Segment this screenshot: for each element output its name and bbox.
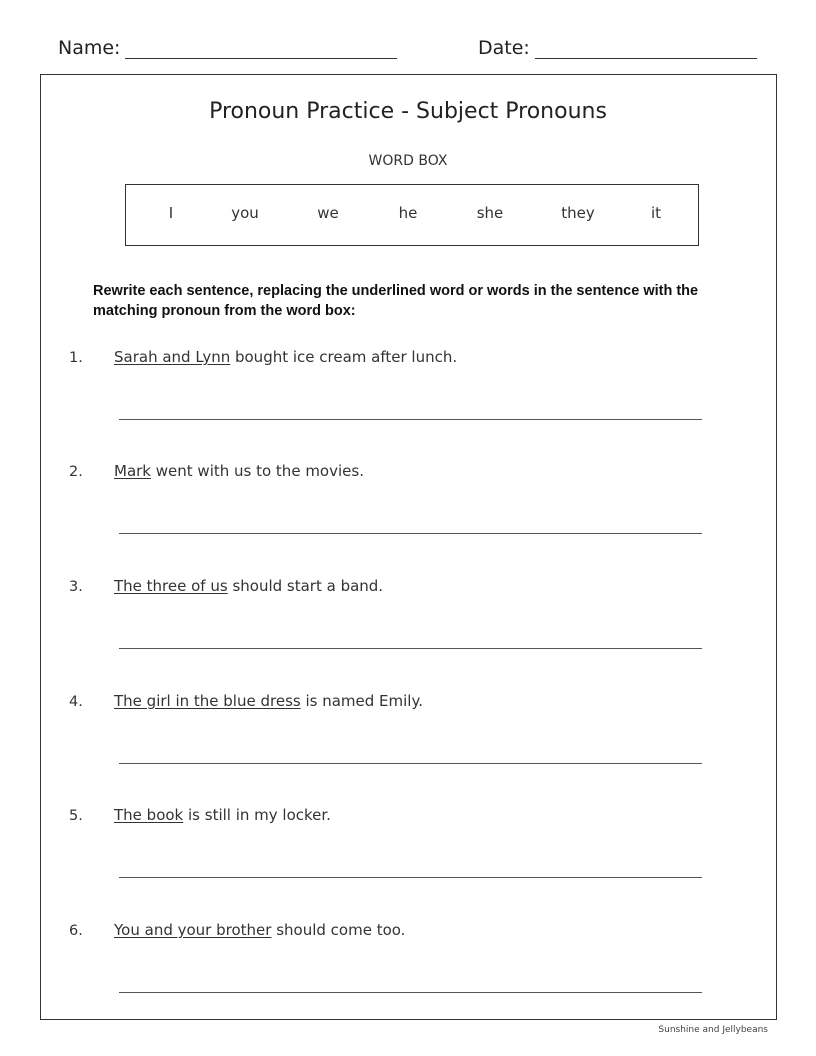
question-item: [0, 461, 816, 541]
underlined-phrase: The girl in the blue dress: [114, 692, 301, 710]
date-field: [478, 37, 757, 59]
underlined-phrase: You and your brother: [114, 921, 272, 939]
footer-credit: Sunshine and Jellybeans: [658, 1025, 768, 1035]
word-box-word: you: [231, 204, 259, 222]
date-line: [535, 38, 757, 59]
sentence-rest: went with us to the movies.: [151, 462, 364, 480]
name-line: [125, 38, 397, 59]
sentence-rest: should start a band.: [227, 577, 384, 595]
date-label: Date:: [478, 37, 530, 59]
answer-line[interactable]: [119, 877, 702, 878]
word-box-word: I: [168, 204, 174, 222]
question-sentence: [114, 692, 423, 710]
question-sentence: [114, 577, 383, 595]
question-number: 2.: [69, 464, 83, 480]
sentence-rest: should come too.: [271, 921, 406, 939]
name-field: [58, 37, 397, 59]
question-number: 1.: [69, 350, 83, 366]
question-item: [0, 805, 816, 885]
word-box-word: he: [398, 204, 418, 222]
instructions: Rewrite each sentence, replacing the underlined word or words in the sentence with the matching pronoun from the word box:: [93, 283, 699, 319]
answer-line[interactable]: [119, 419, 702, 420]
sentence-rest: is still in my locker.: [183, 806, 331, 824]
question-sentence: [114, 348, 457, 366]
underlined-phrase: The three of us: [114, 577, 228, 595]
question-item: [0, 347, 816, 427]
answer-line[interactable]: [119, 992, 702, 993]
question-number: 5.: [69, 808, 83, 824]
question-number: 3.: [69, 579, 83, 595]
answer-line[interactable]: [119, 533, 702, 534]
question-sentence: [114, 921, 405, 939]
question-number: 6.: [69, 923, 83, 939]
word-box: [125, 184, 699, 246]
sentence-rest: is named Emily.: [300, 692, 423, 710]
word-box-word: they: [561, 204, 595, 222]
underlined-phrase: Mark: [114, 462, 151, 480]
question-sentence: [114, 462, 364, 480]
question-number: 4.: [69, 694, 83, 710]
word-box-word: it: [650, 204, 662, 222]
sentence-rest: bought ice cream after lunch.: [230, 348, 458, 366]
underlined-phrase: The book: [114, 806, 184, 824]
word-box-word: she: [476, 204, 504, 222]
underlined-phrase: Sarah and Lynn: [114, 348, 231, 366]
name-label: Name:: [58, 37, 121, 59]
worksheet-title: Pronoun Practice - Subject Pronouns: [209, 99, 607, 124]
question-sentence: [114, 806, 331, 824]
question-item: [0, 576, 816, 656]
answer-line[interactable]: [119, 648, 702, 649]
word-box-word: we: [317, 204, 339, 222]
word-box-label: WORD BOX: [368, 153, 448, 169]
answer-line[interactable]: [119, 763, 702, 764]
question-item: [0, 691, 816, 771]
question-item: [0, 920, 816, 1000]
